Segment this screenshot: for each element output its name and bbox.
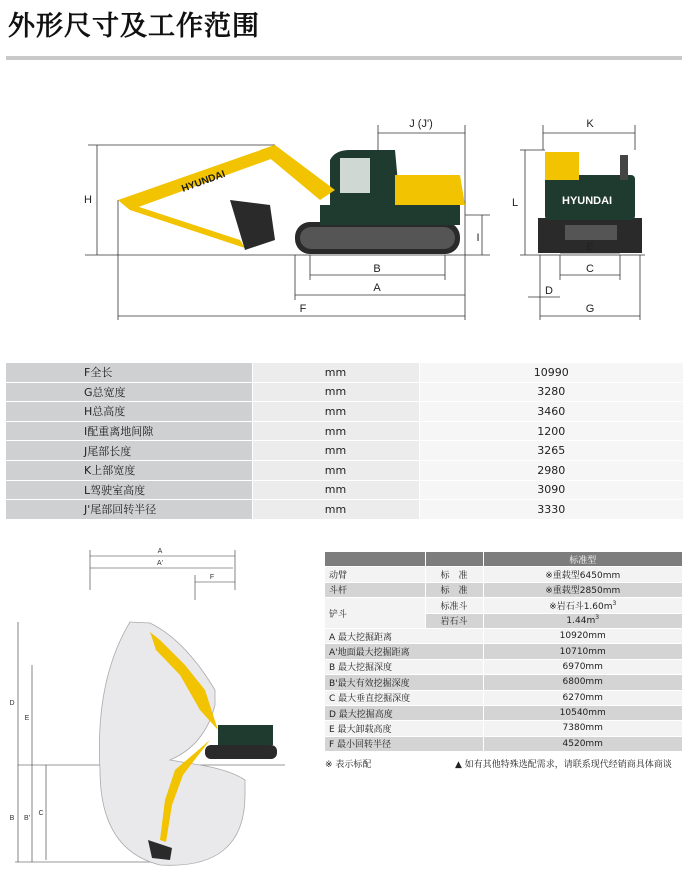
spec-row-value: 6270mm [483, 690, 683, 705]
dimension-row [6, 382, 683, 402]
range-label-B: B [9, 815, 15, 822]
dimensions-table [6, 363, 683, 520]
brand-text-rear: HYUNDAI [562, 195, 613, 207]
range-label-C: C [38, 810, 44, 817]
dimension-value: 3280 [419, 382, 683, 402]
spec-row [325, 690, 683, 705]
dimension-label: H总高度 [6, 402, 252, 422]
range-label-E: E [24, 715, 30, 722]
label-J: J (J') [409, 118, 433, 130]
spec-boom-label: 动臂 [325, 567, 425, 582]
dimension-label: G总宽度 [6, 382, 252, 402]
label-F: F [299, 303, 307, 315]
dimension-row [6, 363, 683, 382]
dimension-diagram [0, 110, 688, 325]
spec-row-label: F 最小回转半径 [325, 736, 483, 751]
dimension-row [6, 500, 683, 520]
range-label-D: D [9, 700, 15, 707]
working-range-spec-table [325, 552, 683, 752]
spec-header: 标准型 [483, 552, 683, 567]
dimension-label: F全长 [6, 363, 252, 382]
spec-arm-label: 斗杆 [325, 582, 425, 597]
dimension-row [6, 402, 683, 422]
range-label-F: F [209, 574, 215, 581]
spec-row [325, 644, 683, 659]
label-A: A [373, 282, 381, 294]
dimension-value: 3460 [419, 402, 683, 422]
note-options: ▲ 如有其他特殊选配需求，请联系现代经销商具体商谈 [455, 760, 672, 770]
label-G: G [585, 303, 595, 315]
dimension-unit: mm [252, 460, 419, 480]
spec-arm-value: ※重载型2850mm [483, 582, 683, 597]
excavator-side-view [118, 145, 465, 254]
working-range-diagram [0, 540, 300, 875]
spec-row-value: 10540mm [483, 705, 683, 720]
spec-bucket-std-type: 标准斗 [425, 598, 483, 613]
label-I: I [476, 232, 480, 244]
dimension-row [6, 480, 683, 500]
spec-row [325, 675, 683, 690]
spec-row [325, 721, 683, 736]
dimension-label: K上部宽度 [6, 460, 252, 480]
dimension-unit: mm [252, 363, 419, 382]
spec-row-value: 7380mm [483, 721, 683, 736]
dimension-value: 3330 [419, 500, 683, 520]
dimension-row [6, 421, 683, 441]
dimension-unit: mm [252, 402, 419, 422]
spec-row [325, 736, 683, 751]
range-label-A: A [157, 548, 163, 555]
spec-row-value: 6970mm [483, 659, 683, 674]
spec-row [325, 705, 683, 720]
dimension-value: 2980 [419, 460, 683, 480]
spec-bucket-label: 铲斗 [325, 598, 425, 629]
spec-row-label: A'地面最大挖掘距离 [325, 644, 483, 659]
spec-row-label: A 最大挖掘距离 [325, 628, 483, 643]
label-H: H [84, 194, 92, 206]
label-D: D [545, 285, 553, 297]
spec-arm-type: 标 准 [425, 582, 483, 597]
label-B: B [373, 263, 381, 275]
dimension-value: 3090 [419, 480, 683, 500]
dimension-unit: mm [252, 480, 419, 500]
spec-row-value: 6800mm [483, 675, 683, 690]
spec-bucket-rock-value: $1.44m^3$ [483, 613, 683, 628]
label-K: K [586, 118, 594, 130]
note-standard-marker: ※ 表示标配 [325, 760, 372, 770]
page-title: 外形尺寸及工作范围 [8, 11, 260, 42]
spec-row [325, 659, 683, 674]
dimension-label: J尾部长度 [6, 441, 252, 461]
spec-row-value: 4520mm [483, 736, 683, 751]
dimension-value: 10990 [419, 363, 683, 382]
dimension-label: J'尾部回转半径 [6, 500, 252, 520]
spec-row-label: C 最大垂直挖掘深度 [325, 690, 483, 705]
dimension-unit: mm [252, 441, 419, 461]
range-label-A-prime: A' [156, 560, 164, 567]
spec-bucket-rock-type: 岩石斗 [425, 613, 483, 628]
dimension-label: I配重离地间隙 [6, 421, 252, 441]
dimension-unit: mm [252, 421, 419, 441]
label-C: C [586, 263, 594, 275]
brand-text-side: HYUNDAI [180, 168, 227, 195]
spec-bucket-std-value: ※岩石斗$1.60m^3$ [483, 598, 683, 613]
dimension-unit: mm [252, 382, 419, 402]
label-E: E [586, 241, 594, 253]
label-L: L [511, 197, 519, 209]
spec-row-label: E 最大卸载高度 [325, 721, 483, 736]
dimension-value: 3265 [419, 441, 683, 461]
dimension-row [6, 441, 683, 461]
spec-row-label: B 最大挖掘深度 [325, 659, 483, 674]
spec-row-label: D 最大挖掘高度 [325, 705, 483, 720]
spec-row [325, 628, 683, 643]
dimension-label: L驾驶室高度 [6, 480, 252, 500]
dimension-value: 1200 [419, 421, 683, 441]
range-label-B-prime: B' [23, 815, 31, 822]
spec-boom-type: 标 准 [425, 567, 483, 582]
spec-boom-value: ※重载型6450mm [483, 567, 683, 582]
dimension-row [6, 460, 683, 480]
spec-row-label: B'最大有效挖掘深度 [325, 675, 483, 690]
dimension-unit: mm [252, 500, 419, 520]
title-divider [6, 56, 682, 60]
spec-row-value: 10920mm [483, 628, 683, 643]
spec-row-value: 10710mm [483, 644, 683, 659]
